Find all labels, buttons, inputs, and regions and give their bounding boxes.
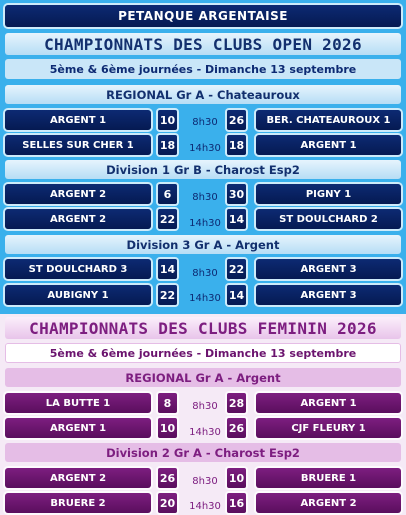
match-away-team: ARGENT 1 [256,135,401,155]
feminin-championship-title: CHAMPIONNATS DES CLUBS FEMININ 2026 [5,317,401,339]
open-championship-title: CHAMPIONNATS DES CLUBS OPEN 2026 [5,33,401,55]
match-time: 14h30 [189,143,221,154]
feminin-date-subtitle: 5ème & 6ème journées - Dimanche 13 septembre [5,343,401,363]
match-away-team: ARGENT 3 [256,259,401,279]
match-away-team: PIGNY 1 [256,184,401,204]
match-home-team: ARGENT 2 [5,184,151,204]
match-home-team: ST DOULCHARD 3 [5,259,151,279]
feminin-section [0,314,406,515]
match-away-team: ST DOULCHARD 2 [256,209,401,229]
match-away-score: 26 [227,418,246,438]
match-home-score: 6 [158,184,177,204]
match-home-team: ARGENT 1 [5,418,151,438]
match-home-score: 20 [158,493,177,513]
match-away-score: 28 [227,393,246,413]
match-away-team: BRUERE 1 [256,468,401,488]
match-away-score: 14 [227,285,246,305]
match-away-score: 26 [227,110,246,130]
match-away-team: ARGENT 3 [256,285,401,305]
match-home-score: 22 [158,285,177,305]
match-away-score: 10 [227,468,246,488]
match-away-team: ARGENT 2 [256,493,401,513]
match-home-score: 22 [158,209,177,229]
match-away-team: BER. CHATEAUROUX 1 [256,110,401,130]
match-time: 8h30 [192,192,218,203]
match-away-score: 22 [227,259,246,279]
match-away-score: 30 [227,184,246,204]
match-time: 8h30 [192,117,218,128]
match-away-team: ARGENT 1 [256,393,401,413]
match-home-score: 26 [158,468,177,488]
match-home-team: ARGENT 2 [5,209,151,229]
club-name-header: PETANQUE ARGENTAISE [5,5,401,27]
match-home-score: 10 [158,418,177,438]
match-time: 14h30 [189,427,221,438]
match-time: 14h30 [189,293,221,304]
feminin-group-division-2: Division 2 Gr A - Charost Esp2 [5,443,401,462]
match-time: 8h30 [192,401,218,412]
open-group-regional: REGIONAL Gr A - Chateauroux [5,85,401,104]
match-home-team: LA BUTTE 1 [5,393,151,413]
match-home-score: 8 [158,393,177,413]
match-time: 14h30 [189,501,221,512]
open-group-division-1: Division 1 Gr B - Charost Esp2 [5,160,401,179]
match-away-team: CJF FLEURY 1 [256,418,401,438]
match-home-team: ARGENT 1 [5,110,151,130]
match-home-team: ARGENT 2 [5,468,151,488]
match-away-score: 18 [227,135,246,155]
match-home-score: 18 [158,135,177,155]
match-time: 14h30 [189,218,221,229]
feminin-group-regional: REGIONAL Gr A - Argent [5,368,401,387]
match-away-score: 14 [227,209,246,229]
match-away-score: 16 [227,493,246,513]
match-home-score: 10 [158,110,177,130]
match-home-score: 14 [158,259,177,279]
open-date-subtitle: 5ème & 6ème journées - Dimanche 13 septembre [5,59,401,79]
match-home-team: SELLES SUR CHER 1 [5,135,151,155]
match-time: 8h30 [192,476,218,487]
open-group-division-3: Division 3 Gr A - Argent [5,235,401,254]
match-home-team: BRUERE 2 [5,493,151,513]
match-home-team: AUBIGNY 1 [5,285,151,305]
match-time: 8h30 [192,268,218,279]
